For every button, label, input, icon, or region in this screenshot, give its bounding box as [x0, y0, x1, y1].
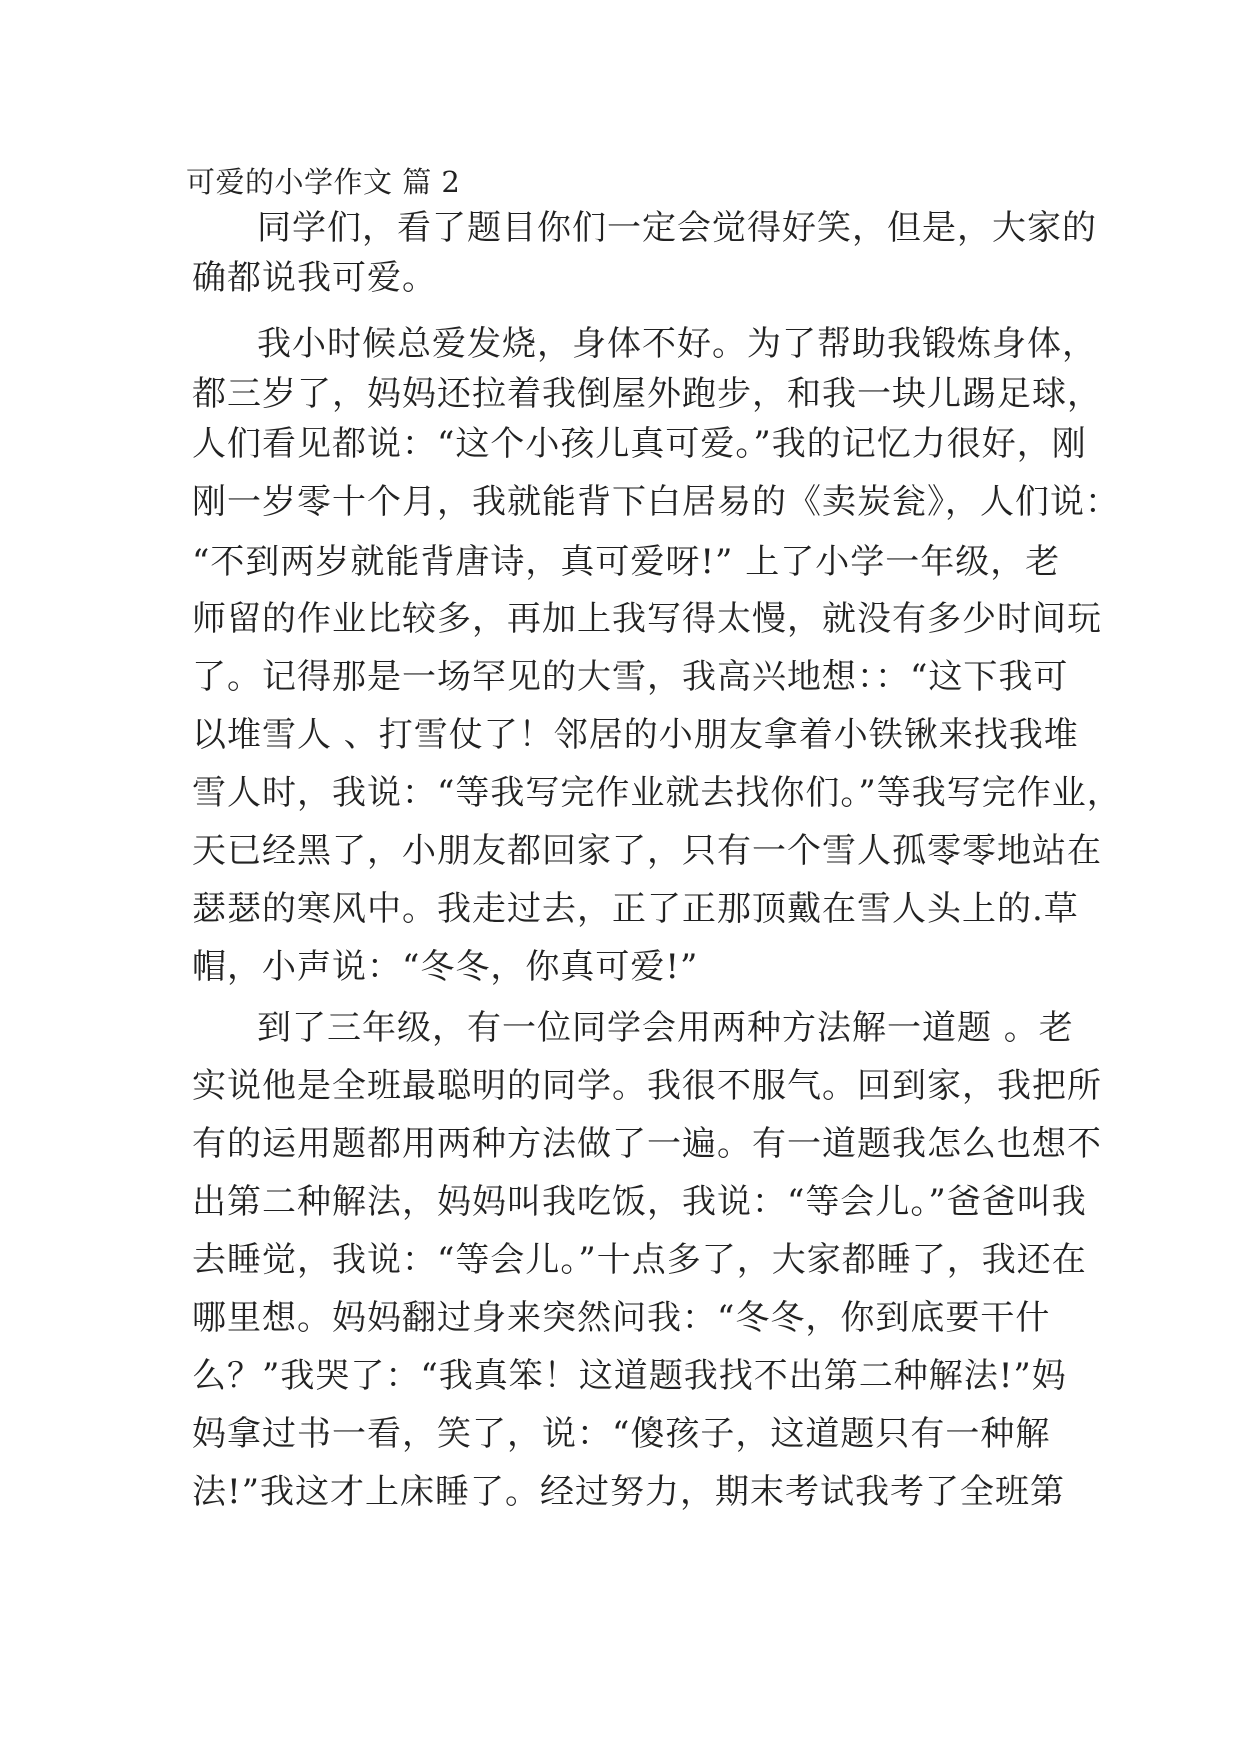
paragraph-line: 雪人时，我说：“等我写完作业就去找你们。”等我写完作业，	[192, 773, 1122, 813]
paragraph-line: 天已经黑了，小朋友都回家了，只有一个雪人孤零零地站在	[192, 831, 1102, 871]
paragraph-line: 师留的作业比较多，再加上我写得太慢，就没有多少时间玩	[192, 599, 1102, 639]
paragraph-line: 实说他是全班最聪明的同学。我很不服气。回到家，我把所	[192, 1066, 1102, 1106]
document-title: 可爱的小学作文 篇 2	[186, 165, 461, 199]
paragraph-line: 法!”我这才上床睡了。经过努力，期末考试我考了全班第	[192, 1472, 1066, 1512]
paragraph-line: 么？”我哭了：“我真笨！这道题我找不出第二种解法!”妈	[192, 1356, 1067, 1396]
paragraph-line: 了。记得那是一场罕见的大雪，我高兴地想：：“这下我可	[192, 657, 1069, 697]
paragraph-line: 帽，小声说：“冬冬，你真可爱!”	[192, 947, 699, 987]
paragraph-line: 刚一岁零十个月，我就能背下白居易的《卖炭瓮》，人们说：	[192, 482, 1120, 522]
paragraph-line: 妈拿过书一看，笑了，说：“傻孩子，这道题只有一种解	[192, 1414, 1051, 1454]
paragraph-line: “不到两岁就能背唐诗，真可爱呀!” 上了小学一年级，老	[192, 542, 1061, 582]
paragraph-line: 人们看见都说：“这个小孩儿真可爱。”我的记忆力很好，刚	[192, 424, 1087, 464]
paragraph-line: 确都说我可爱。	[192, 258, 437, 298]
paragraph-line: 到了三年级，有一位同学会用两种方法解一道题 。老	[257, 1008, 1074, 1048]
paragraph-line: 瑟瑟的寒风中。我走过去，正了正那顶戴在雪人头上的.草	[192, 889, 1079, 929]
paragraph-line: 去睡觉，我说：“等会儿。”十点多了，大家都睡了，我还在	[192, 1240, 1087, 1280]
paragraph-line: 同学们，看了题目你们一定会觉得好笑，但是，大家的	[257, 208, 1097, 248]
paragraph-line: 我小时候总爱发烧，身体不好。为了帮助我锻炼身体，	[257, 324, 1097, 364]
paragraph-line: 有的运用题都用两种方法做了一遍。有一道题我怎么也想不	[192, 1124, 1102, 1164]
paragraph-line: 以堆雪人 、打雪仗了！邻居的小朋友拿着小铁锹来找我堆	[192, 715, 1079, 755]
paragraph-line: 出第二种解法，妈妈叫我吃饭，我说：“等会儿。”爸爸叫我	[192, 1182, 1087, 1222]
paragraph-line: 都三岁了，妈妈还拉着我倒屋外跑步，和我一块儿踢足球，	[192, 374, 1102, 414]
paragraph-line: 哪里想。妈妈翻过身来突然问我：“冬冬，你到底要干什	[192, 1298, 1051, 1338]
